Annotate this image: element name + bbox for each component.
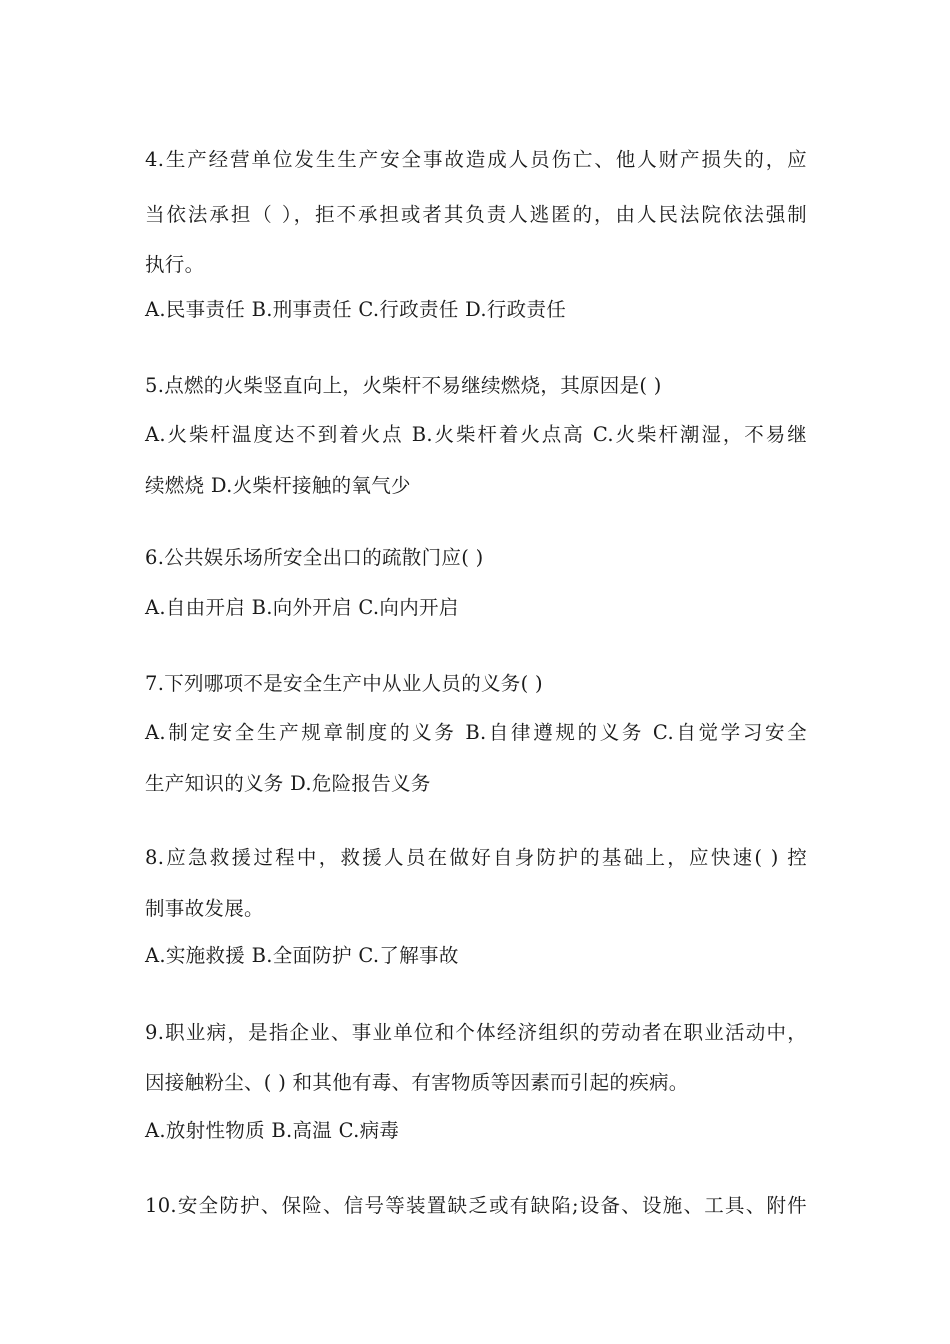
question-5-stem: 5.点燃的火柴竖直向上，火柴杆不易继续燃烧，其原因是( ) [145,374,662,397]
question-7-options-line-1: A.制定安全生产规章制度的义务 B.自律遵规的义务 C.自觉学习安全 [145,721,807,744]
question-9-stem-line-2: 因接触粉尘、( ) 和其他有毒、有害物质等因素而引起的疾病。 [145,1071,689,1094]
question-4-stem-line-1: 4.生产经营单位发生生产安全事故造成人员伤亡、他人财产损失的，应 [145,148,807,171]
question-5-options-line-1: A.火柴杆温度达不到着火点 B.火柴杆着火点高 C.火柴杆潮湿，不易继 [145,423,807,446]
question-4-stem-line-2: 当依法承担（ ），拒不承担或者其负责人逃匿的，由人民法院依法强制 [145,203,807,226]
question-5-options-line-2: 续燃烧 D.火柴杆接触的氧气少 [145,474,411,497]
question-8-stem-line-2: 制事故发展。 [145,897,264,920]
question-8-options: A.实施救援 B.全面防护 C.了解事故 [145,944,459,967]
question-9-stem-line-1: 9.职业病，是指企业、事业单位和个体经济组织的劳动者在职业活动中， [145,1021,807,1044]
question-8-stem-line-1: 8.应急救援过程中，救援人员在做好自身防护的基础上，应快速( ) 控 [145,846,807,869]
question-10-stem-line-1: 10.安全防护、保险、信号等装置缺乏或有缺陷;设备、设施、工具、附件 [145,1194,807,1217]
question-6-options: A.自由开启 B.向外开启 C.向内开启 [145,596,459,619]
question-4-options: A.民事责任 B.刑事责任 C.行政责任 D.行政责任 [145,298,567,321]
question-7-options-line-2: 生产知识的义务 D.危险报告义务 [145,772,431,795]
question-6-stem: 6.公共娱乐场所安全出口的疏散门应( ) [145,546,484,569]
question-4-stem-line-3: 执行。 [145,253,205,276]
question-7-stem: 7.下列哪项不是安全生产中从业人员的义务( ) [145,672,543,695]
question-9-options: A.放射性物质 B.高温 C.病毒 [145,1119,400,1142]
